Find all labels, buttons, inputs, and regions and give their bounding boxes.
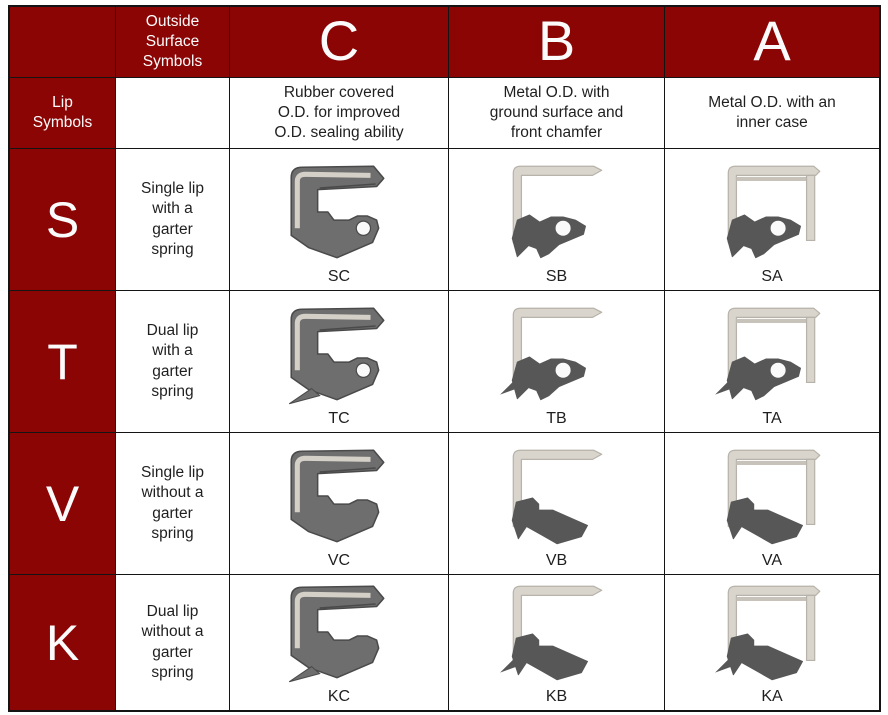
seal-diagram-ka xyxy=(711,581,833,688)
od-description-b-text: Metal O.D. with ground surface and front chamfer xyxy=(489,83,624,142)
seal-code-sa: SA xyxy=(761,268,783,285)
column-header-c xyxy=(230,7,449,78)
seal-cell-kc xyxy=(230,575,449,710)
row-symbol-t xyxy=(10,291,116,433)
corner-cell xyxy=(10,7,116,78)
seal-cell-sb xyxy=(449,149,665,291)
seal-diagram-kb xyxy=(496,581,618,688)
seal-cell-va xyxy=(665,433,879,575)
lip-symbols-header-label: Lip Symbols xyxy=(32,94,93,131)
row-symbol-v xyxy=(10,433,116,575)
seal-code-tb: TB xyxy=(546,410,567,427)
outside-surface-header-label: Outside Surface Symbols xyxy=(142,13,203,70)
seal-diagram-sb xyxy=(496,161,618,268)
seal-diagram-tc xyxy=(278,303,400,410)
lip-description-t xyxy=(116,291,230,433)
seal-cell-vb xyxy=(449,433,665,575)
lip-description-v-text: Single lip without a garter spring xyxy=(141,463,204,542)
seal-diagram-tb xyxy=(496,303,618,410)
seal-code-vc: VC xyxy=(327,552,351,569)
lip-description-t-text: Dual lip with a garter spring xyxy=(146,321,199,400)
od-description-a-text: Metal O.D. with an inner case xyxy=(708,93,836,131)
seal-code-vb: VB xyxy=(545,552,568,569)
seal-code-kb: KB xyxy=(545,688,568,705)
od-description-c-text: Rubber covered O.D. for improved O.D. sealing ability xyxy=(274,83,404,142)
outside-surface-header xyxy=(116,7,230,78)
od-description-c xyxy=(230,78,449,149)
row-symbol-t-label: T xyxy=(47,333,78,390)
seal-code-kc: KC xyxy=(327,688,351,705)
seal-diagram-sc xyxy=(278,161,400,268)
seal-diagram-sa xyxy=(711,161,833,268)
seal-diagram-ta xyxy=(711,303,833,410)
seal-cell-sc xyxy=(230,149,449,291)
lip-symbols-header xyxy=(10,78,116,149)
seal-cell-ka xyxy=(665,575,879,710)
lip-description-s xyxy=(116,149,230,291)
seal-cell-tc xyxy=(230,291,449,433)
seal-cell-ta xyxy=(665,291,879,433)
row-symbol-s-label: S xyxy=(45,191,80,248)
seal-code-ta: TA xyxy=(762,410,782,427)
empty-cell xyxy=(116,78,230,149)
column-symbol-c: C xyxy=(318,8,360,72)
lip-description-v xyxy=(116,433,230,575)
seal-cell-tb xyxy=(449,291,665,433)
column-symbol-b: B xyxy=(537,8,576,72)
lip-description-k xyxy=(116,575,230,710)
lip-description-k-text: Dual lip without a garter spring xyxy=(141,602,204,681)
seal-cell-sa xyxy=(665,149,879,291)
seal-diagram-va xyxy=(711,445,833,552)
od-description-b xyxy=(449,78,665,149)
seal-cell-kb xyxy=(449,575,665,710)
seal-diagram-vc xyxy=(278,445,400,552)
seal-code-sc: SC xyxy=(327,268,351,285)
seal-diagram-vb xyxy=(496,445,618,552)
column-header-a xyxy=(665,7,879,78)
seal-diagram-kc xyxy=(278,581,400,688)
seal-cell-vc xyxy=(230,433,449,575)
od-description-a xyxy=(665,78,879,149)
seal-code-tc: TC xyxy=(328,410,350,427)
column-symbol-a: A xyxy=(753,8,791,72)
row-symbol-s xyxy=(10,149,116,291)
seal-type-table xyxy=(8,5,881,712)
column-header-b xyxy=(449,7,665,78)
seal-code-ka: KA xyxy=(761,688,783,705)
row-symbol-v-label: V xyxy=(45,475,80,532)
seal-code-sb: SB xyxy=(545,268,568,285)
row-symbol-k xyxy=(10,575,116,710)
row-symbol-k-label: K xyxy=(45,614,80,671)
lip-description-s-text: Single lip with a garter spring xyxy=(141,179,204,258)
seal-code-va: VA xyxy=(761,552,783,569)
